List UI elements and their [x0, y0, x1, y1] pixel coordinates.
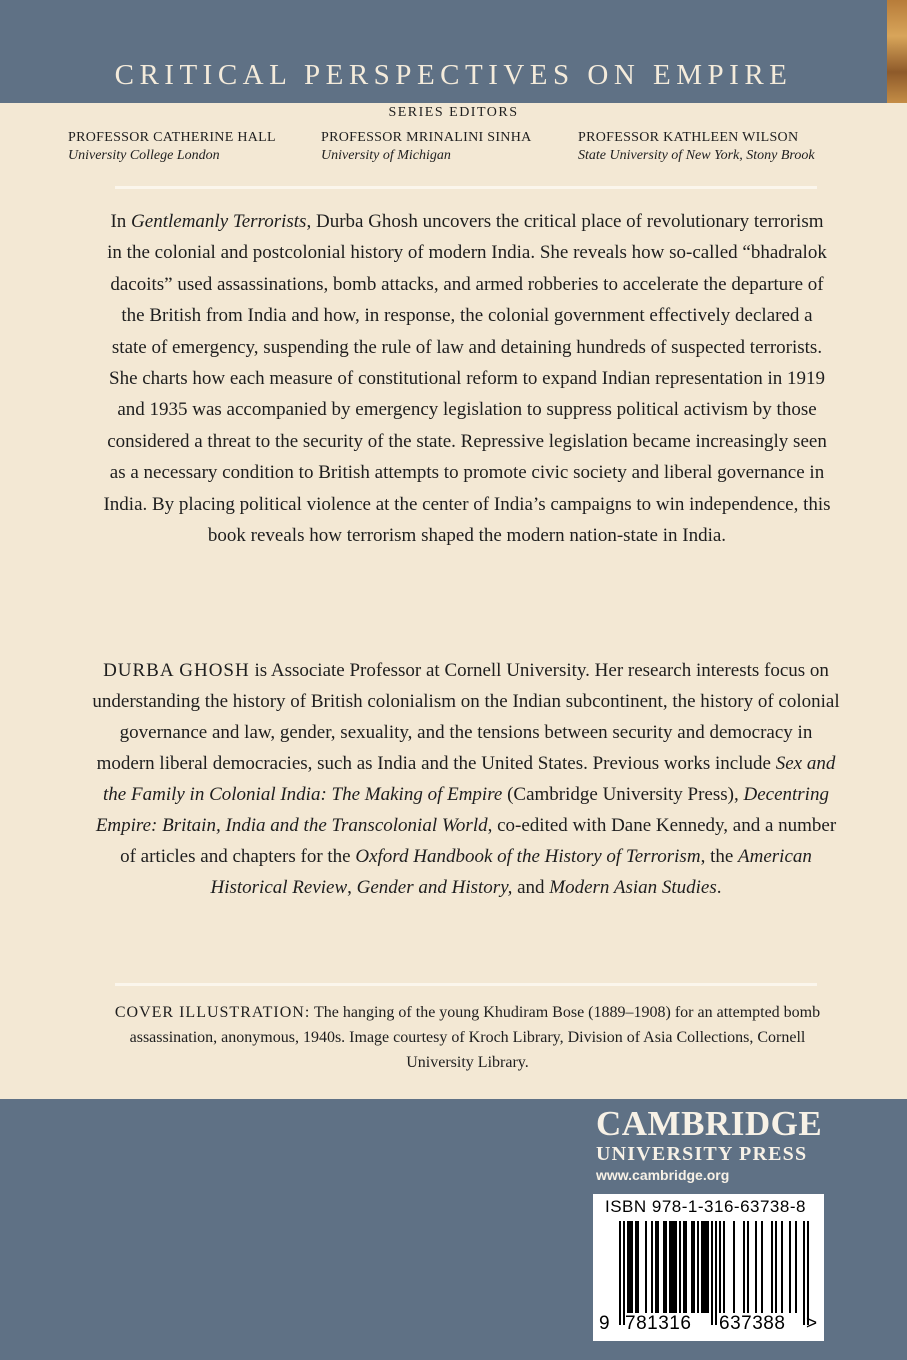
- barcode-bar: [691, 1221, 693, 1313]
- bio-text: and: [512, 877, 550, 898]
- work-title: Gender and History,: [356, 877, 513, 898]
- editor-name: PROFESSOR CATHERINE HALL: [68, 130, 276, 145]
- publisher-press: UNIVERSITY PRESS: [596, 1143, 808, 1165]
- bio-text: .: [716, 877, 722, 898]
- bio-text: , the: [700, 846, 739, 867]
- work-title: Modern Asian Studies: [549, 877, 717, 898]
- isbn-label: ISBN 978-1-316-63738-8: [605, 1197, 806, 1216]
- publisher-logo: [596, 1105, 831, 1185]
- work-title: Decentring Empire: Britain, India and the Transcolonial World: [95, 784, 829, 836]
- barcode-bar: [637, 1221, 639, 1313]
- barcode-lead-digit: 9: [599, 1313, 611, 1334]
- barcode-bar: [795, 1221, 797, 1313]
- editor-sinha: [321, 129, 532, 165]
- blurb-lead: In: [110, 211, 132, 232]
- barcode-bar: [663, 1221, 665, 1313]
- barcode-bar: [665, 1221, 667, 1313]
- editor-hall: [68, 129, 276, 165]
- isbn-barcode: [593, 1194, 824, 1341]
- barcode-bar: [697, 1221, 699, 1313]
- book-description: [102, 206, 832, 551]
- barcode-guard-bar: [619, 1221, 621, 1325]
- barcode-bar: [789, 1221, 791, 1313]
- bio-text: , co-edited with Dane Kennedy, and a number of articles and chapters for the: [120, 815, 837, 867]
- divider-top: [115, 186, 817, 189]
- cover-illustration-label: COVER ILLUSTRATION:: [114, 1004, 311, 1021]
- bio-text: is Associate Professor at Cornell University. Her research interests focus on understanding the history of British colonialism on the Indian subcontinent, the history of colonial governance and law, gender, sexuality, and the tensions between security and democracy in modern liberal democracies, such as India and the United States. Previous works include: [92, 660, 840, 774]
- barcode-quiet-marker: >: [806, 1313, 818, 1334]
- barcode-bar: [629, 1221, 631, 1313]
- barcode-bar: [655, 1221, 657, 1313]
- editor-wilson: [578, 129, 815, 165]
- barcode-digits-right: 637388: [719, 1313, 786, 1334]
- series-editors-heading: SERIES EDITORS: [388, 105, 519, 120]
- barcode-bar: [719, 1221, 721, 1313]
- series-title: CRITICAL PERSPECTIVES ON EMPIRE: [114, 59, 793, 91]
- barcode-bar: [627, 1221, 629, 1313]
- barcode-bar: [703, 1221, 705, 1313]
- barcode-guard-bar: [715, 1221, 717, 1325]
- barcode-guard-bar: [711, 1221, 713, 1325]
- barcode-bar: [707, 1221, 709, 1313]
- barcode-bar: [645, 1221, 647, 1313]
- editor-name: PROFESSOR KATHLEEN WILSON: [578, 130, 799, 145]
- barcode-digits-left: 781316: [625, 1313, 692, 1334]
- publisher-url: www.cambridge.org: [596, 1167, 730, 1183]
- barcode-bar: [693, 1221, 695, 1313]
- bio-text: ,: [347, 877, 357, 898]
- barcode-bar: [635, 1221, 637, 1313]
- barcode-bar: [775, 1221, 777, 1313]
- barcode-bar: [761, 1221, 763, 1313]
- publisher-name: CAMBRIDGE: [596, 1104, 823, 1143]
- barcode-bar: [683, 1221, 685, 1313]
- barcode-bar: [701, 1221, 703, 1313]
- barcode-bar: [669, 1221, 671, 1313]
- work-title: Sex and the Family in Colonial India: The Making of Empire: [103, 753, 836, 805]
- editor-affiliation: University College London: [68, 148, 220, 163]
- bio-text: (Cambridge University Press),: [502, 784, 744, 805]
- cover-illustration-text: The hanging of the young Khudiram Bose (1889–1908) for an attempted bomb assassination, anonymous, 1940s. Image courtesy of Kroch Library, Division of Asia Collections, Cornell University Library.: [129, 1004, 821, 1071]
- barcode-bar: [651, 1221, 653, 1313]
- work-title: Oxford Handbook of the History of Terrorism: [355, 846, 701, 867]
- author-bio: [90, 655, 842, 903]
- author-name: DURBA GHOSH: [103, 660, 250, 681]
- barcode-bar: [743, 1221, 745, 1313]
- divider-bottom: [115, 983, 817, 986]
- barcode-guard-bar: [803, 1221, 805, 1325]
- book-title: Gentlemanly Terrorists: [131, 211, 307, 232]
- barcode-bar: [771, 1221, 773, 1313]
- editor-name: PROFESSOR MRINALINI SINHA: [321, 130, 532, 145]
- barcode-bar: [755, 1221, 757, 1313]
- work-title: American Historical Review: [210, 846, 812, 898]
- barcode-bar: [631, 1221, 633, 1313]
- blurb-text: , Durba Ghosh uncovers the critical place of revolutionary terrorism in the colonial and postcolonial history of modern India. She reveals how so-called “bhadralok dacoits” used assassinations, bomb attacks, and armed robberies to accelerate the departure of the British from India and how, in response, the colonial government effectively declared a state of emergency, suspending the rule of law and detaining hundreds of suspected terrorists. She charts how each measure of constitutional reform to expand Indian representation in 1919 and 1935 was accompanied by emergency legislation to suppress political activism by those considered a threat to the security of the state. Repressive legislation became increasingly seen as a necessary condition to British attempts to promote civic society and liberal governance in India. By placing political violence at the center of India’s campaigns to win independence, this book reveals how terrorism shaped the modern nation-state in India.: [103, 211, 831, 547]
- barcode-bar: [685, 1221, 687, 1313]
- barcode-guard-bar: [807, 1221, 809, 1325]
- editor-affiliation: State University of New York, Stony Brook: [578, 148, 815, 163]
- barcode-bar: [657, 1221, 659, 1313]
- barcode-bar: [671, 1221, 673, 1313]
- barcode-bar: [781, 1221, 783, 1313]
- editor-affiliation: University of Michigan: [321, 148, 451, 163]
- barcode-bar: [675, 1221, 677, 1313]
- barcode-bar: [679, 1221, 681, 1313]
- barcode-bar: [747, 1221, 749, 1313]
- cover-illustration-credit: [100, 1000, 835, 1075]
- barcode-bar: [723, 1221, 725, 1313]
- barcode-bar: [673, 1221, 675, 1313]
- barcode-guard-bar: [623, 1221, 625, 1325]
- barcode-bar: [705, 1221, 707, 1313]
- barcode-bar: [733, 1221, 735, 1313]
